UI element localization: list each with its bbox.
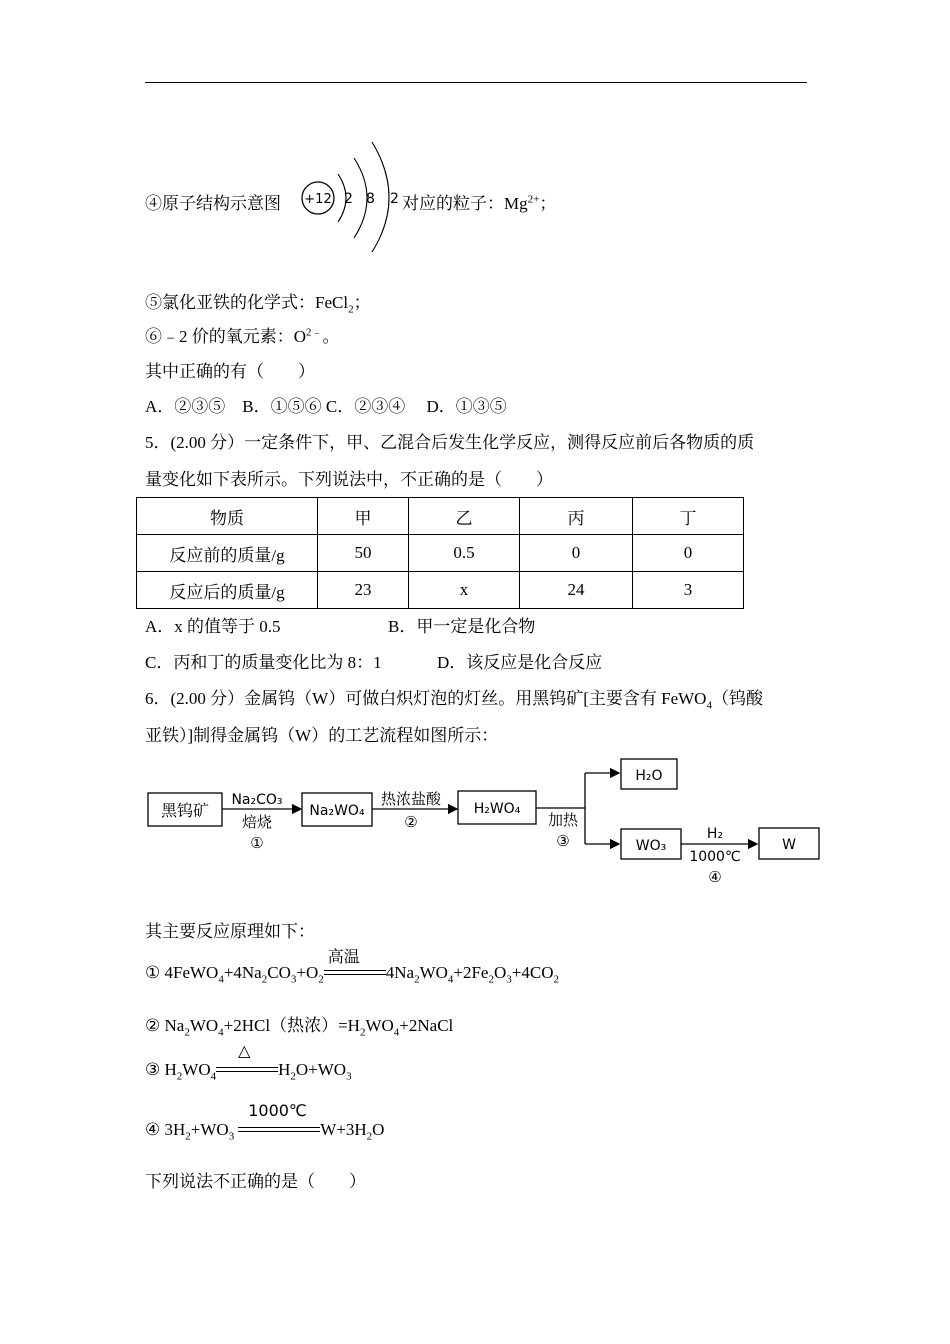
table-cell: 反应前的质量/g bbox=[137, 535, 318, 572]
ore-label: 黑钨矿 bbox=[160, 801, 210, 820]
q6-question: 下列说法不正确的是（ ） bbox=[145, 1172, 366, 1191]
mass-table bbox=[136, 497, 744, 609]
table-header-cell: 丙 bbox=[520, 498, 633, 535]
table-row bbox=[137, 572, 744, 609]
table-cell: 0.5 bbox=[409, 535, 520, 572]
process-flow-diagram bbox=[145, 758, 825, 888]
principle-title: 其主要反应原理如下： bbox=[145, 922, 315, 941]
item4-tail: 对应的粒子：$Mg^{2+}$； bbox=[402, 193, 557, 213]
q6-line1: 6．(2.00 分）金属钨（W）可做白炽灯泡的灯丝。用黑钨矿[主要含有 FeWO$_4$（钨酸 bbox=[145, 689, 763, 712]
table-row bbox=[137, 535, 744, 572]
equation-2: ② $Na_2WO_4+2HCl$（热浓）$=H_2WO_4+2NaCl$ bbox=[145, 1016, 454, 1039]
q5-line1: 5．(2.00 分）一定条件下，甲、乙混合后发生化学反应，测得反应前后各物质的质 bbox=[145, 433, 755, 452]
q4-prompt: 其中正确的有（ ） bbox=[145, 362, 315, 381]
step2-condition: 热浓盐酸 bbox=[380, 790, 442, 808]
step1-number: ① bbox=[250, 834, 264, 852]
table-cell: 反应后的质量/g bbox=[137, 572, 318, 609]
nucleus-charge: +12 bbox=[304, 192, 332, 207]
step4-reagent: H₂ bbox=[706, 826, 724, 842]
equation-3: ③ $H_2WO_4$ △ $H_2O+WO_3$ bbox=[145, 1041, 352, 1083]
table-cell: 3 bbox=[633, 572, 744, 609]
step2-number: ② bbox=[404, 813, 418, 831]
table-cell: 0 bbox=[633, 535, 744, 572]
step1-condition: 焙烧 bbox=[241, 813, 273, 831]
equation-1: ① $4FeWO_4+4Na_2CO_3+O_2$ 高温 $4Na_2WO_4+2Fe_2O_3+4CO_2$ bbox=[145, 947, 559, 986]
step4-number: ④ bbox=[708, 868, 722, 886]
q6-line2: 亚铁）]制得金属钨（W）的工艺流程如图所示： bbox=[145, 726, 499, 745]
table-cell: x bbox=[409, 572, 520, 609]
table-header-cell: 乙 bbox=[409, 498, 520, 535]
shell-1-electrons: 2 bbox=[344, 191, 353, 207]
item4-pre: ④原子结构示意图 bbox=[145, 194, 281, 213]
header-rule bbox=[145, 82, 807, 83]
equation-4: ④ $3H_2+WO_3$ 1000℃ $W+3H_2O$ bbox=[145, 1101, 385, 1143]
q5-option-d: D．该反应是化合反应 bbox=[437, 653, 603, 672]
h2o-label: H₂O bbox=[635, 768, 663, 784]
step3-number: ③ bbox=[556, 832, 570, 850]
table-cell: 23 bbox=[318, 572, 409, 609]
eq1-condition-sign: 高温 bbox=[324, 966, 386, 982]
step3-condition: 加热 bbox=[547, 811, 579, 829]
h2wo4-label: H₂WO₄ bbox=[473, 801, 521, 817]
q4-options: A．②③⑤ B．①⑤⑥ C．②③④ D．①③⑤ bbox=[145, 397, 507, 416]
shell-3-electrons: 2 bbox=[390, 191, 399, 207]
table-cell: 0 bbox=[520, 535, 633, 572]
eq3-condition-sign: △ bbox=[216, 1063, 278, 1079]
q5-option-b: B．甲一定是化合物 bbox=[388, 617, 536, 636]
q5-line2: 量变化如下表所示。下列说法中，不正确的是（ ） bbox=[145, 470, 553, 489]
item5-line: ⑤氯化亚铁的化学式：FeCl$_2$； bbox=[145, 293, 371, 316]
q5-option-c: C．丙和丁的质量变化比为 8：1 bbox=[145, 653, 382, 672]
table-cell: 50 bbox=[318, 535, 409, 572]
wo3-label: WO₃ bbox=[635, 838, 667, 854]
table-cell: 24 bbox=[520, 572, 633, 609]
shell-2-electrons: 8 bbox=[366, 191, 375, 207]
atom-structure-diagram bbox=[296, 136, 406, 254]
item4-line bbox=[145, 189, 281, 214]
table-header-cell: 物质 bbox=[137, 498, 318, 535]
step4-condition: 1000℃ bbox=[689, 849, 741, 865]
table-header-cell: 甲 bbox=[318, 498, 409, 535]
eq4-condition-sign: 1000℃ bbox=[238, 1123, 320, 1139]
na2wo4-label: Na₂WO₄ bbox=[309, 803, 365, 819]
step1-reagent: Na₂CO₃ bbox=[231, 792, 283, 808]
q5-option-a: A．x 的值等于 0.5 bbox=[145, 617, 281, 636]
item6-line: ⑥﹣2 价的氧元素：$O^{2﹣}$。 bbox=[145, 326, 340, 346]
table-header-row bbox=[137, 498, 744, 535]
table-header-cell: 丁 bbox=[633, 498, 744, 535]
w-label: W bbox=[782, 837, 796, 853]
